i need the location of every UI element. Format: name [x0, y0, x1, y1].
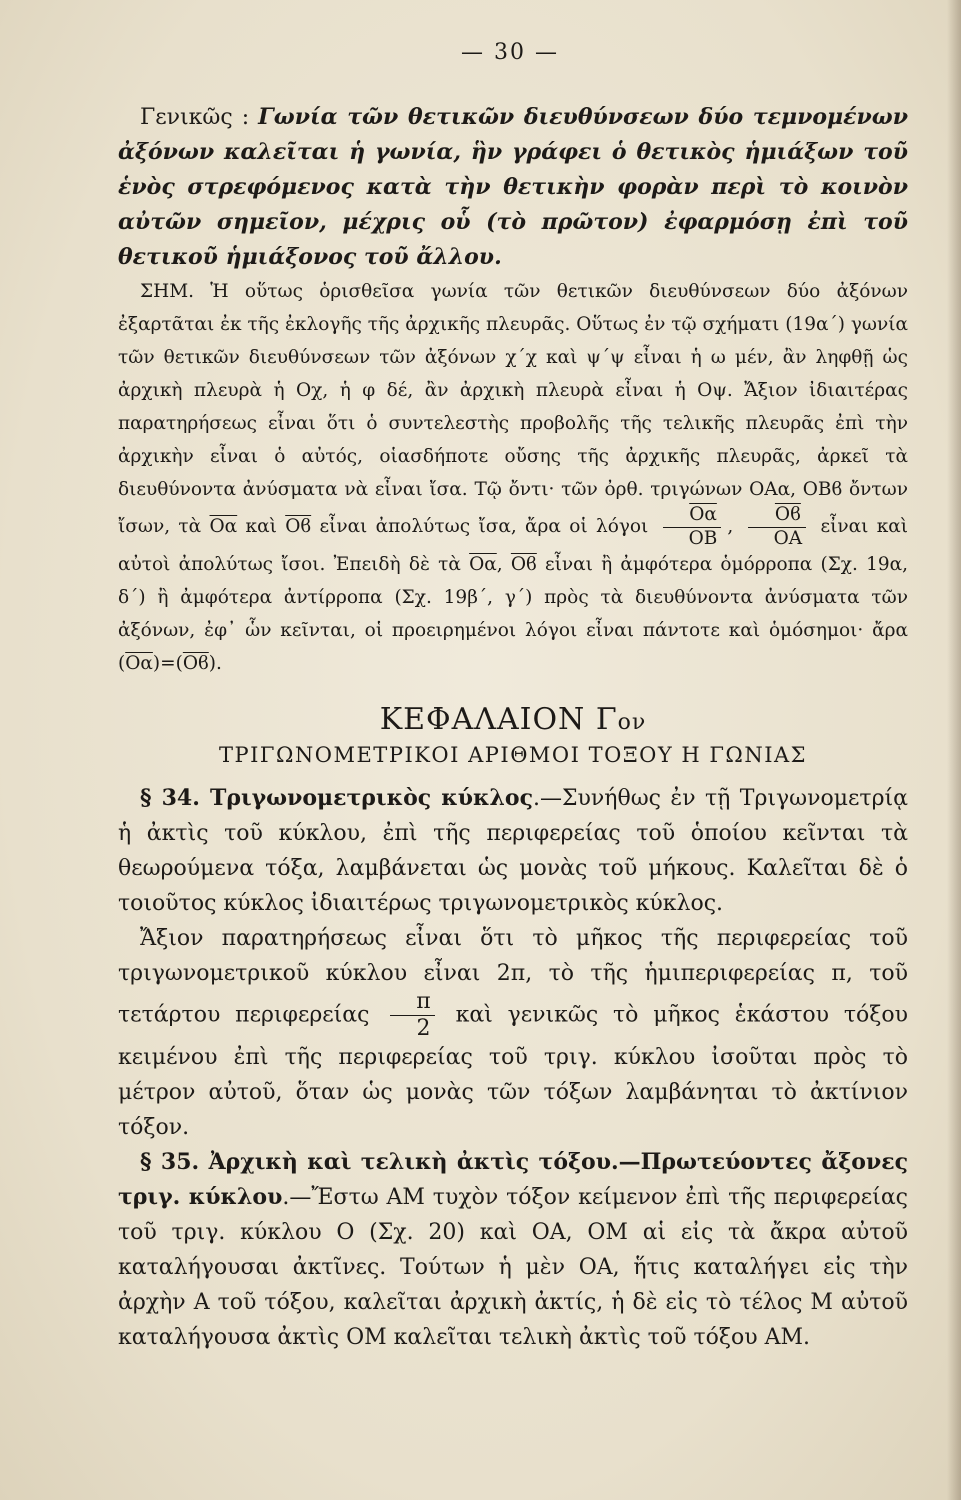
vector-ob: $\overline{Oϐ}$ [285, 516, 312, 537]
ratio-separator: , [727, 516, 742, 537]
page-gutter-shadow [947, 0, 961, 1500]
fraction-numerator: $\overline{Oϐ}$ [748, 506, 807, 528]
vector-oa: $\overline{O\alpha}$ [125, 653, 153, 674]
fraction-denominator: 2 [416, 1016, 431, 1041]
page-text [118, 100, 908, 1355]
fraction-denominator: ΟΒ [688, 527, 718, 549]
note-text-5: , [496, 554, 511, 575]
section-34-remark [118, 921, 908, 1145]
chapter-ordinal-suffix: ον [617, 710, 647, 735]
chapter-title: ΚΕΦΑΛΑΙΟΝ Γ [379, 702, 618, 737]
note-text-7: )=( [152, 653, 183, 674]
note-text-2: καὶ [237, 516, 286, 537]
definition-lead: Γενικῶς : [140, 105, 259, 130]
page-number: — 30 — [461, 40, 559, 65]
note-text-6: εἶναι ἢ ἀμφότερα ὁμόρροπα (Σχ. 19α, δ΄) ἢ ἀμφότερα ἀντίρροπα (Σχ. 19β΄, γ΄) πρὸς τὰ διευθύνοντα ἀνύσματα τῶν ἀξόνων, ἐφ᾽ ὧν κεῖνται, οἱ προειρημένοι λόγοι εἶναι πάντοτε καὶ ὁμόσημοι· ἄρα ( [118, 554, 909, 674]
section-34-text: .—Συνήθως ἐν τῇ Τριγωνομετρίᾳ ἡ ἀκτὶς τοῦ κύκλου, ἐπὶ τῆς περιφερείας τοῦ ὁποίου κεῖνται τὰ θεωρούμενα τόξα, λαμβάνεται ὡς μονὰς τοῦ μήκους. Καλεῖται δὲ ὁ τοιοῦτος κύκλος ἰδιαιτέρως τριγωνομετρικὸς κύκλος. [118, 786, 908, 916]
note-paragraph [118, 275, 908, 680]
note-text-8: ). [208, 653, 222, 674]
note-text-3: εἶναι ἀπολύτως ἴσα, ἄρα οἱ λόγοι [311, 516, 657, 537]
chapter-subtitle: ΤΡΙΓΩΝΟΜΕΤΡΙΚΟΙ ΑΡΙΘΜΟΙ ΤΟΞΟΥ Η ΓΩΝΙΑΣ [218, 743, 808, 767]
fraction-numerator: $\overline{O\alpha}$ [663, 506, 722, 528]
note-text-4: εἶναι καὶ αὐτοὶ ἀπολύτως ἴσοι. Ἐπειδὴ δὲ τὰ [118, 516, 908, 575]
section-35-text: .—Ἔστω ΑΜ τυχὸν τόξον κείμενον ἐπὶ τῆς περιφερείας τοῦ τριγ. κύκλου Ο (Σχ. 20) καὶ ΟΑ, ΟΜ αἱ εἰς τὰ ἄκρα αὐτοῦ καταλήγουσαι ἀκτῖνες. Τούτων ἡ μὲν ΟΑ, ἥτις καταλήγει εἰς τὴν ἀρχὴν Α τοῦ τόξου, καλεῖται ἀρχικὴ ἀκτίς, ἡ δὲ εἰς τὸ τέλος Μ αὐτοῦ καταλήγουσα ἀκτὶς ΟΜ καλεῖται τελικὴ ἀκτὶς τοῦ τόξου ΑΜ. [118, 1185, 908, 1350]
fraction-denominator: ΟΑ [773, 527, 803, 549]
definition-paragraph [118, 100, 908, 275]
remark-text-2: καὶ γενικῶς τὸ μῆκος ἑκάστου τόξου κειμένου ἐπὶ τῆς περιφερείας τοῦ τριγ. κύκλου ἰσοῦται πρὸς τὸ μέτρον αὐτοῦ, ὅταν ὡς μονὰς τῶν τόξων λαμβάνηται τὸ ἀκτίνιον τόξον. [118, 1002, 908, 1140]
note-text-1: ΣΗΜ. Ἡ οὕτως ὁρισθεῖσα γωνία τῶν θετικῶν διευθύνσεων δύο ἀξόνων ἐξαρτᾶται ἐκ τῆς ἐκλογῆς τῆς ἀρχικῆς πλευρᾶς. Οὕτως ἐν τῷ σχήματι (19α΄) γωνία τῶν θετικῶν διευθύνσεων τῶν ἀξόνων χ΄χ καὶ ψ΄ψ εἶναι ἡ ω μέν, ἂν ληφθῇ ὡς ἀρχικὴ πλευρὰ ἡ Οχ, ἡ φ δέ, ἂν ἀρχικὴ πλευρὰ εἶναι ἡ Οψ. Ἄξιον ἰδιαιτέρας παρατηρήσεως εἶναι ὅτι ὁ συντελεστὴς προβολῆς τῆς τελικῆς πλευρᾶς ἐπὶ τὴν ἀρχικὴν εἶναι ὁ αὐτός, οἱασδήποτε οὔσης τῆς ἀρχικῆς πλευρᾶς, ἀρκεῖ τὰ διευθύνοντα ἀνύσματα νὰ εἶναι ἴσα. Τῷ ὄντι· τῶν ὀρθ. τριγώνων ΟΑα, ΟΒϐ ὄντων ἴσων, τὰ [118, 281, 908, 537]
section-35-paragraph [118, 1145, 908, 1355]
definition-text: Γωνία τῶν θετικῶν διευθύνσεων δύο τεμνομένων ἀξόνων καλεῖται ἡ γωνία, ἣν γράφει ὁ θετικὸς ἡμιάξων τοῦ ἑνὸς στρεφόμενος κατὰ τὴν θετικὴν φορὰν περὶ τὸ κοινὸν αὐτῶν σημεῖον, μέχρις οὗ (τὸ πρῶτον) ἐφαρμόσῃ ἐπὶ τοῦ θετικοῦ ἡμιάξονος τοῦ ἄλλου. [118, 104, 908, 270]
fraction-numerator: π [390, 991, 434, 1016]
section-number: § 35. [140, 1149, 209, 1175]
vector-ob: $\overline{Oϐ}$ [510, 554, 537, 575]
section-title: Ἀρχικὴ καὶ τελικὴ ἀκτὶς τόξου.—Πρωτεύοντες ἄξονες τριγ. κύκλου [118, 1149, 908, 1210]
section-34-paragraph [118, 781, 908, 921]
vector-oa: $\overline{O\alpha}$ [469, 554, 497, 575]
remark-text-1: Ἄξιον παρατηρήσεως εἶναι ὅτι τὸ μῆκος τῆς περιφερείας τοῦ τριγωνομετρικοῦ κύκλου εἶναι 2π, τὸ τῆς ἡμιπεριφερείας π, τοῦ τετάρτου περιφερείας [118, 926, 908, 1028]
ratio-fraction-2 [748, 506, 807, 548]
vector-ob: $\overline{Oϐ}$ [182, 653, 209, 674]
vector-oa: $\overline{O\alpha}$ [209, 516, 238, 537]
ratio-fraction-1 [663, 506, 722, 548]
chapter-heading [118, 702, 908, 737]
section-number: § 34. [140, 785, 210, 811]
pi-over-two-fraction [390, 991, 434, 1040]
section-title: Τριγωνομετρικὸς κύκλος [209, 785, 533, 811]
